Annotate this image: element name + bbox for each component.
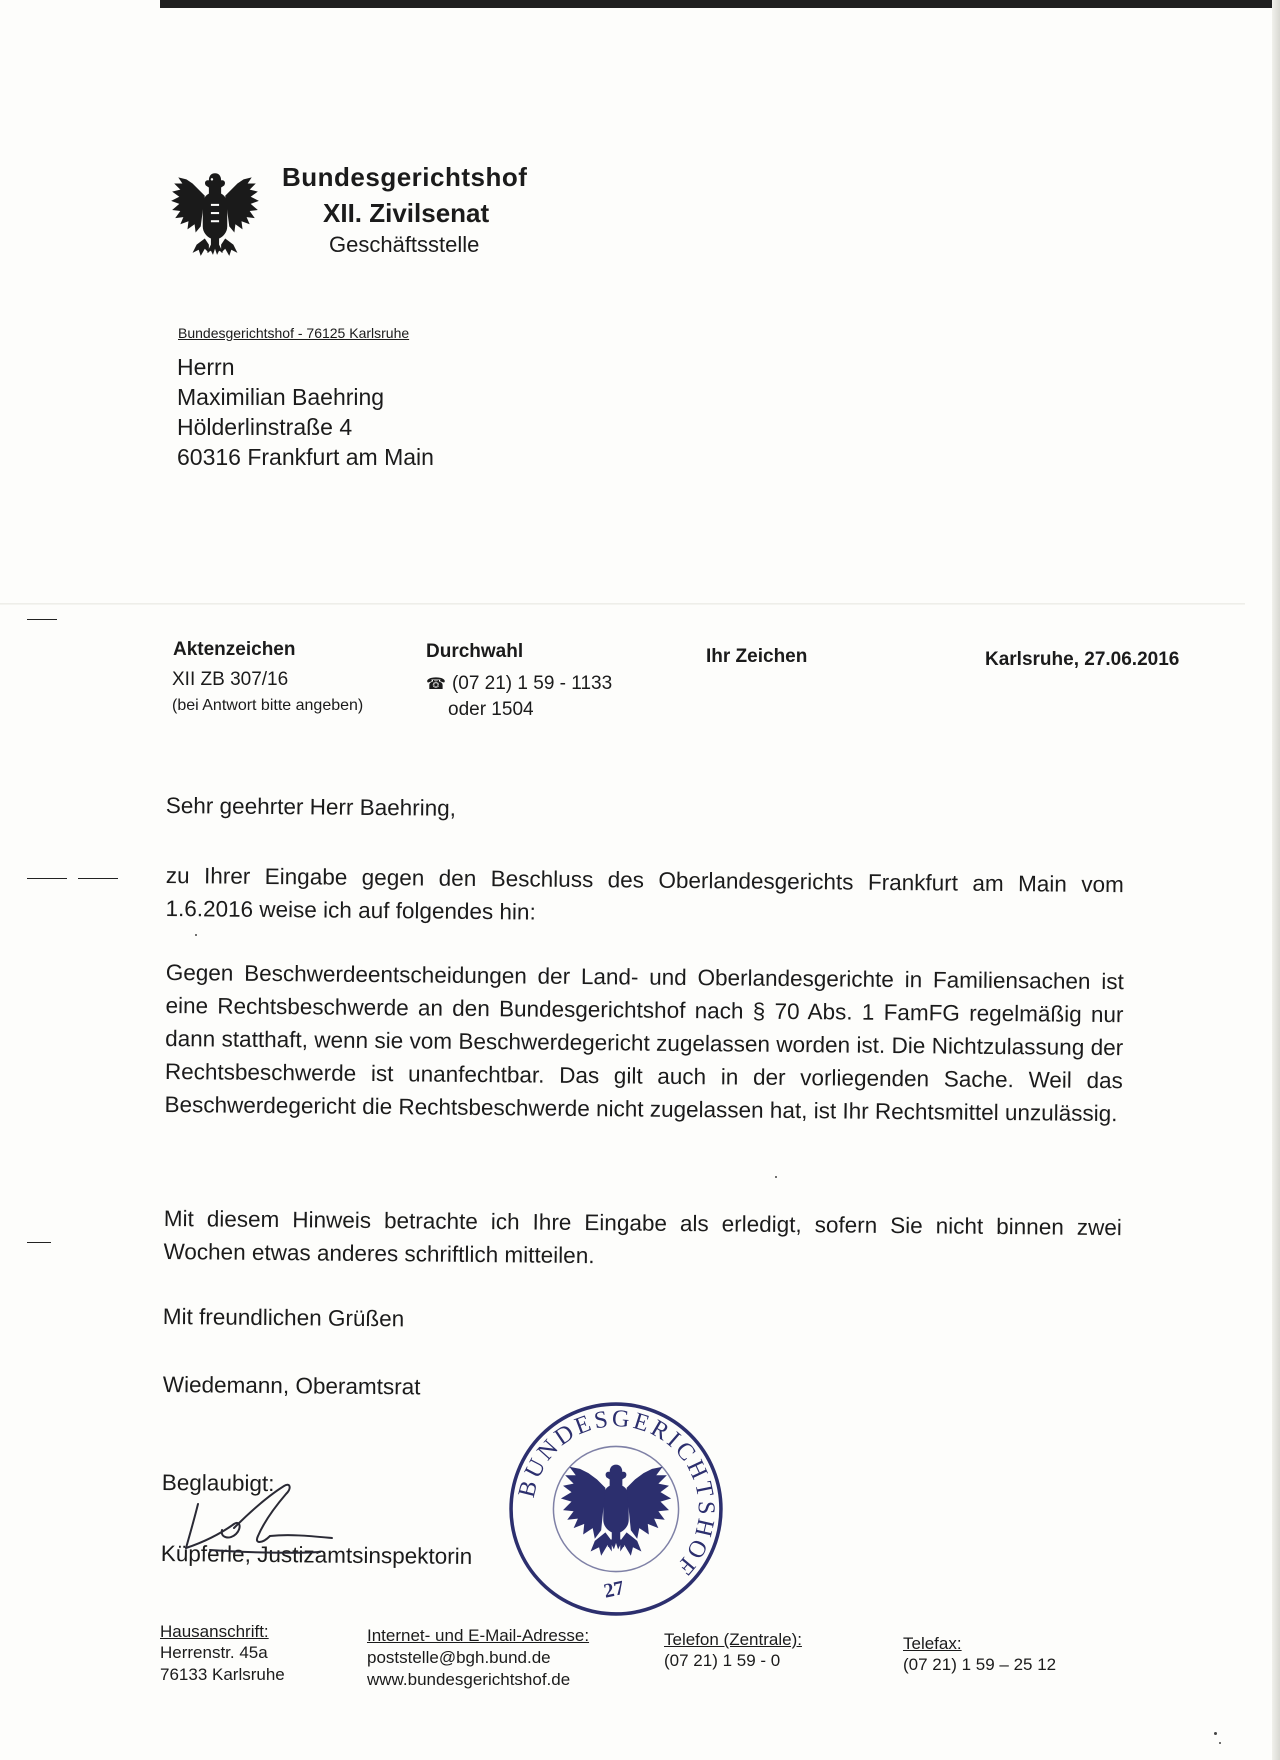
scan-top-edge	[160, 0, 1280, 8]
letter-greeting: Sehr geehrter Herr Baehring,	[165, 792, 457, 821]
paper-fold-line	[0, 603, 1245, 605]
footer-website: www.bundesgerichtshof.de	[367, 1670, 571, 1689]
return-address: Bundesgerichtshof - 76125 Karlsruhe	[178, 325, 410, 341]
recipient-name: Maximilian Baehring	[177, 384, 385, 410]
court-name: Bundesgerichtshof	[282, 162, 528, 192]
footer-fax-label: Telefax:	[903, 1634, 962, 1653]
court-senate: XII. Zivilsenat	[323, 198, 490, 228]
durchwahl-line	[426, 673, 612, 695]
letter-date: Karlsruhe, 27.06.2016	[985, 649, 1180, 670]
scan-speck	[1219, 1742, 1221, 1744]
handwritten-signature-icon	[150, 1472, 360, 1562]
footer-web-label: Internet- und E-Mail-Adresse:	[367, 1626, 590, 1645]
durchwahl-value-alt: oder 1504	[448, 699, 534, 720]
letter-closing: Mit freundlichen Grüßen	[162, 1303, 405, 1332]
ihr-zeichen-label: Ihr Zeichen	[706, 646, 808, 667]
signer-name: Wiedemann, Oberamtsrat	[162, 1371, 421, 1400]
footer-address-line2: 76133 Karlsruhe	[160, 1665, 285, 1684]
footer-address-line1: Herrenstr. 45a	[160, 1643, 268, 1662]
durchwahl-label: Durchwahl	[426, 641, 524, 662]
scan-right-edge	[1272, 0, 1280, 1760]
federal-eagle-icon	[164, 158, 266, 262]
letter-paragraph-3: Mit diesem Hinweis betrachte ich Ihre Eingabe als erledigt, sofern Sie nicht binnen zwei Wochen etwas anderes schriftlich mitteilen.	[163, 1205, 1122, 1269]
seal-text: BUNDESGERICHTSHOF	[512, 1404, 720, 1583]
aktenzeichen-value: XII ZB 307/16	[172, 669, 289, 690]
footer-email: poststelle@bgh.bund.de	[367, 1648, 551, 1667]
seal-number: 27	[601, 1576, 627, 1603]
recipient-street: Hölderlinstraße 4	[177, 414, 353, 440]
recipient-city: 60316 Frankfurt am Main	[177, 444, 434, 470]
fold-mark-bottom	[27, 1242, 51, 1243]
recipient-salutation: Herrn	[177, 354, 235, 380]
certified-label: Beglaubigt:	[161, 1469, 275, 1497]
scan-speck	[1214, 1732, 1217, 1735]
telephone-icon: ☎	[426, 676, 446, 693]
letter-paragraph-2: Gegen Beschwerdeentscheidungen der Land- und Oberlandesgerichte in Familiensachen ist eine Rechtsbeschwerde an den Bundesgerichtshof nach § 70 Abs. 1 FamFG regelmäßig nur dann statthaft, wenn sie vom Beschwerdegericht zugelassen worden ist. Die Nichtzulassung der Rechtsbeschwerde ist unanfechtbar. Das gilt auch in der vorliegenden Sache. Weil das Beschwerdegericht die Rechtsbeschwerde nicht zugelassen hat, ist Ihr Rechtsmittel unzulässig.	[164, 959, 1124, 1127]
fold-mark-middle-right	[78, 878, 118, 879]
aktenzeichen-label: Aktenzeichen	[173, 639, 296, 660]
aktenzeichen-note: (bei Antwort bitte angeben)	[172, 697, 364, 714]
scan-speck	[195, 934, 197, 936]
official-seal-icon	[505, 1398, 727, 1620]
footer-address-label: Hausanschrift:	[160, 1622, 269, 1641]
durchwahl-value: (07 21) 1 59 - 1133	[451, 673, 613, 694]
certifier-name: Küpferle, Justizamtsinspektorin	[160, 1540, 473, 1569]
fold-mark-top	[27, 619, 57, 620]
footer-phone-label: Telefon (Zentrale):	[664, 1630, 802, 1649]
letter-paragraph-1: zu Ihrer Eingabe gegen den Beschluss des Oberlandesgerichts Frankfurt am Main vom 1.6.2016 weise ich auf folgendes hin:	[165, 862, 1124, 925]
footer-fax-value: (07 21) 1 59 – 25 12	[903, 1655, 1057, 1674]
footer-phone-value: (07 21) 1 59 - 0	[664, 1651, 781, 1670]
fold-mark-middle-left	[27, 878, 67, 879]
scan-speck	[775, 1176, 777, 1178]
court-office: Geschäftsstelle	[329, 232, 480, 257]
